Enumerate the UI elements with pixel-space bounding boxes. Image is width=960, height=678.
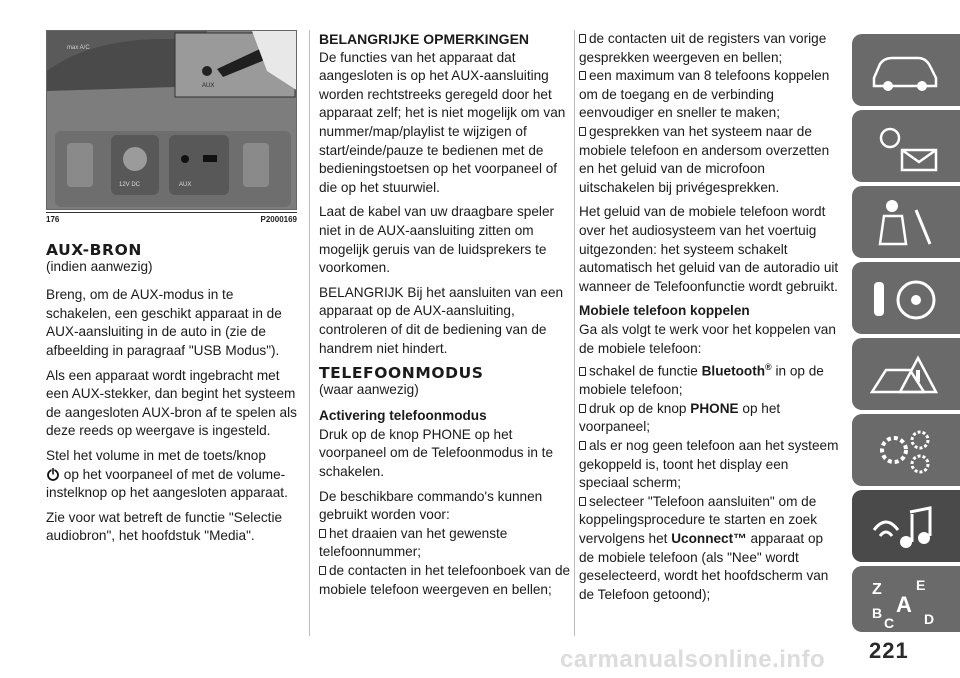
phone-note: (waar aanwezig) <box>319 381 419 397</box>
notes-paragraph-1: De functies van het apparaat dat aangesloten is op het AUX-aansluiting worden rechtstreeks geregeld door het apparaat zelf; het is niet mogelijk om van nummer/map/playlist te wijzigen of start/einde/pauze te bedienen met de bedieningstoetsen op het voorpaneel of die op het stuurwiel. <box>319 49 566 195</box>
tab-emergency[interactable] <box>852 338 960 410</box>
checkbox-bullet-icon <box>579 497 586 506</box>
aux-paragraph-3b: op het voorpaneel of met de volume-instelknop op het aangesloten apparaat. <box>46 466 288 501</box>
list-item: een maximum van 8 telefoons koppelen om de toegang en de verbinding eenvoudiger en sneller te maken; <box>579 68 830 121</box>
tab-maintenance[interactable] <box>852 414 960 486</box>
aux-paragraph-4: Zie voor wat betreft de functie "Selectie audiobron", het hoofdstuk "Media". <box>46 509 283 544</box>
checkbox-bullet-icon <box>579 404 586 413</box>
watermark: carmanualsonline.info <box>560 646 826 673</box>
list-item: gesprekken van het systeem naar de mobiele telefoon en andersom overzetten en het geluid van de microfoon uitschakelen bij privégesprekken. <box>579 123 830 195</box>
aux-paragraph-2: Als een apparaat wordt ingebracht met een AUX-stekker, dan begint het systeem de aangesloten AUX-bron af te spelen als deze reeds op weergave is ingesteld. <box>46 367 297 439</box>
page-number: 221 <box>869 638 909 663</box>
aux-paragraph-1: Breng, om de AUX-modus in te schakelen, een geschikt apparaat in de AUX-aansluiting in de auto in (zie de afbeelding in paragraaf "USB Modus"). <box>46 287 282 358</box>
phone-heading: TELEFOONMODUS <box>319 364 484 383</box>
list-item: de contacten uit de registers van vorige gesprekken weergeven en bellen; <box>579 31 827 65</box>
phone-audio-paragraph: Het geluid van de mobiele telefoon wordt over het audiosysteem van het voertuig uitgezonden: het systeem schakelt automatisch het geluid van de autoradio uit wanneer de Telefoonfunctie wordt gebruikt. <box>579 204 839 294</box>
aux-socket-illustration <box>47 31 297 210</box>
checkbox-bullet-icon <box>319 529 326 538</box>
column-2 <box>319 30 571 599</box>
phone-paragraph-1: Druk op de knop PHONE op het voorpaneel om de Telefoonmodus in te schakelen. <box>319 426 554 480</box>
svg-text:D: D <box>924 611 935 627</box>
list-item: de contacten in het telefoonboek van de mobiele telefoon weergeven en bellen; <box>319 563 571 597</box>
aux-photo <box>46 30 297 210</box>
pairing-heading: Mobiele telefoon koppelen <box>579 303 750 319</box>
svg-text:Z: Z <box>872 581 882 598</box>
gears-icon <box>866 424 946 476</box>
checkbox-bullet-icon <box>579 441 586 450</box>
notes-paragraph-3: BELANGRIJK Bij het aansluiten van een apparaat op de AUX-aansluiting, controleren of dit de bediening van de handrem niet hindert. <box>319 284 564 356</box>
power-icon <box>46 467 60 481</box>
warning-lights-icon <box>866 120 946 172</box>
figure-code: P2000169 <box>260 215 297 224</box>
figure-number: 176 <box>46 215 60 224</box>
ac-label: max A/C <box>67 45 90 51</box>
svg-text:E: E <box>916 577 926 593</box>
column-3 <box>579 30 841 604</box>
list-item: selecteer "Telefoon aansluiten" om de koppelingsprocedure te starten en zoek vervolgens het Uconnect™ apparaat op de mobiele telefoon (als "Nee" wordt geselecteerd, wordt het hoofdscherm van de Telefoon getoond); <box>579 493 829 602</box>
pairing-intro: Ga als volgt te werk voor het koppelen van de mobiele telefoon: <box>579 321 836 356</box>
phone-paragraph-2: De beschikbare commando's kunnen gebruikt worden voor: <box>319 488 543 523</box>
column-divider-1 <box>309 30 310 636</box>
alphabet-index-icon <box>866 576 946 628</box>
aux-heading: AUX-BRON <box>46 241 142 259</box>
tab-index[interactable] <box>852 566 960 632</box>
tab-lights-warnings[interactable] <box>852 110 960 182</box>
car-icon <box>866 44 946 96</box>
aux-paragraph-3a: Stel het volume in met de toets/knop <box>46 447 266 463</box>
svg-text:A: A <box>896 592 912 617</box>
svg-text:B: B <box>872 605 883 621</box>
list-item: druk op de knop PHONE op het voorpaneel; <box>579 400 781 435</box>
checkbox-bullet-icon <box>319 566 326 575</box>
checkbox-bullet-icon <box>579 34 586 43</box>
list-item: als er nog geen telefoon aan het systeem gekoppeld is, toont het display een speciaal scherm; <box>579 438 839 491</box>
tab-multimedia[interactable] <box>852 490 960 562</box>
multimedia-icon <box>866 500 946 552</box>
aux-note: (indien aanwezig) <box>46 258 153 274</box>
list-item: schakel de functie Bluetooth® in op de mobiele telefoon; <box>579 362 824 398</box>
tab-safety[interactable] <box>852 186 960 258</box>
breakdown-icon <box>866 348 946 400</box>
tab-starting-driving[interactable] <box>852 262 960 334</box>
aux-label: AUX <box>179 182 192 188</box>
aux-inset-label: AUX <box>202 83 215 89</box>
column-1 <box>46 241 298 552</box>
notes-paragraph-2: Laat de kabel van uw draagbare speler niet in de AUX-aansluiting zitten om mogelijk geruis van de luidsprekers te voorkomen. <box>319 204 555 276</box>
column-divider-2 <box>574 30 575 636</box>
figure-caption <box>46 212 297 226</box>
dc-label: 12V DC <box>119 182 141 188</box>
seatbelt-icon <box>866 196 946 248</box>
aux-paragraph-3 <box>46 447 298 503</box>
phone-activation-heading: Activering telefoonmodus <box>319 408 487 424</box>
tab-car-overview[interactable] <box>852 34 960 106</box>
checkbox-bullet-icon <box>579 127 586 136</box>
notes-heading: BELANGRIJKE OPMERKINGEN <box>319 31 530 47</box>
svg-text:C: C <box>884 615 895 628</box>
checkbox-bullet-icon <box>579 367 586 376</box>
checkbox-bullet-icon <box>579 71 586 80</box>
steering-wheel-icon <box>866 272 946 324</box>
list-item: het draaien van het gewenste telefoonnummer; <box>319 525 508 560</box>
